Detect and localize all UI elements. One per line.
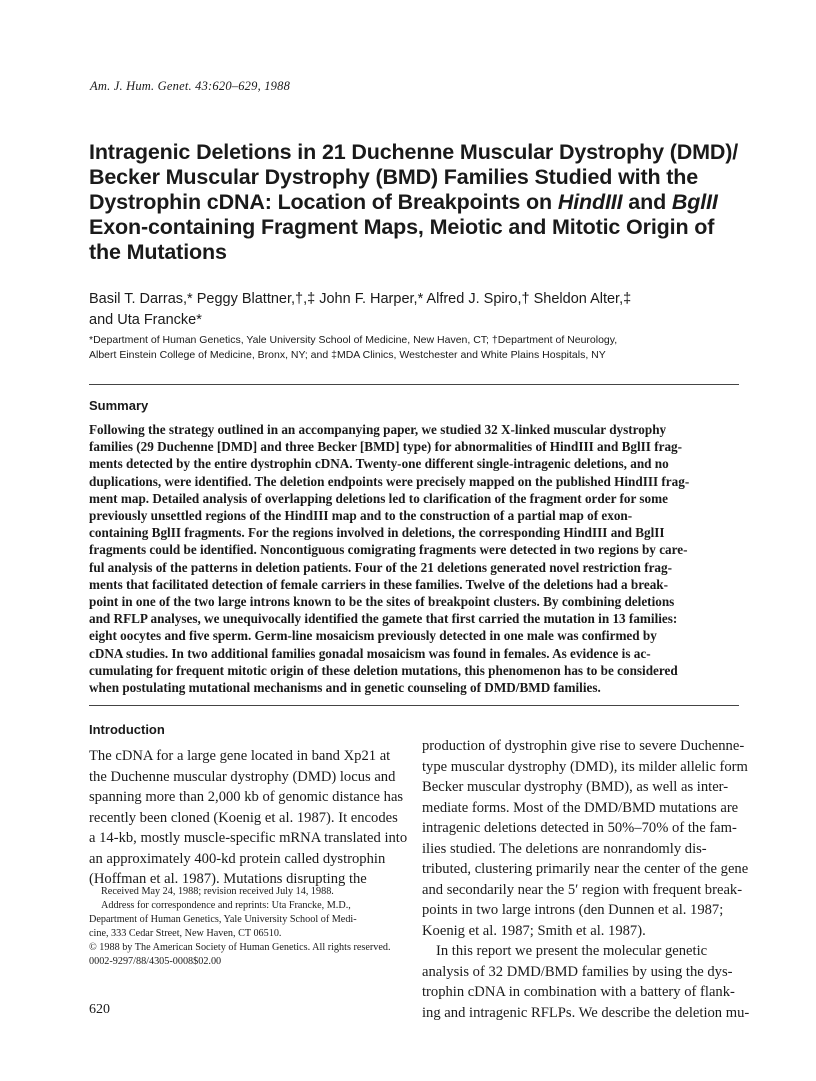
intro-line: intragenic deletions detected in 50%–70% of the fam- <box>422 820 737 836</box>
intro-line: a 14-kb, mostly muscle-specific mRNA translated into <box>89 830 408 846</box>
title-line: Intragenic Deletions in 21 Duchenne Muscular Dystrophy (DMD)/ <box>89 140 739 164</box>
introduction-heading: Introduction <box>89 722 165 737</box>
intro-line: an approximately 400-kd protein called dystrophin <box>89 850 386 867</box>
intro-line: tributed, clustering primarily near the center of the gene <box>422 861 749 877</box>
intro-line: the Duchenne muscular dystrophy (DMD) locus and <box>89 768 396 785</box>
summary-line: duplications, were identified. The deletion endpoints were precisely mapped on the published HindIII frag- <box>89 473 690 489</box>
summary-line: ments that facilitated detection of female carriers in these families. Twelve of the deletions had a break- <box>89 576 669 592</box>
title-italic-hindiii: HindIII <box>557 190 623 214</box>
page-number: 620 <box>89 1002 110 1017</box>
title-line: the Mutations <box>89 240 227 264</box>
title-segment: Dystrophin cDNA: Location of Breakpoints on <box>89 190 552 214</box>
footnote-line: Received May 24, 1988; revision received July 14, 1988. <box>101 886 334 897</box>
intro-line: mediate forms. Most of the DMD/BMD mutations are <box>422 799 739 816</box>
summary-line: containing BglII fragments. For the regions involved in deletions, the corresponding HindIII and BglII <box>89 525 665 541</box>
intro-line: recently been cloned (Koenig et al. 1987). It encodes <box>89 809 398 826</box>
intro-line: Koenig et al. 1987; Smith et al. 1987). <box>422 922 646 939</box>
summary-line: when postulating mutational mechanisms and in genetic counseling of DMD/BMD families. <box>89 680 601 696</box>
divider <box>89 705 739 706</box>
intro-line: production of dystrophin give rise to severe Duchenne- <box>422 738 745 754</box>
author-list <box>89 289 739 331</box>
summary-line: and RFLP analyses, we unequivocally identified the gamete that first carried the mutation in 13 families: <box>89 611 678 627</box>
intro-line: points in two large introns (den Dunnen et al. 1987; <box>422 902 724 918</box>
footnote-line: 0002-9297/88/4305-0008$02.00 <box>89 956 222 967</box>
summary-text <box>89 421 739 696</box>
intro-line: (Hoffman et al. 1987). Mutations disrupting the <box>89 871 367 887</box>
intro-line: analysis of 32 DMD/BMD families by using the dys- <box>422 963 733 980</box>
summary-line: eight oocytes and five sperm. Germ-line mosaicism previously detected in one male was confirmed by <box>89 628 657 644</box>
intro-line: and secondarily near the 5′ region with frequent break- <box>422 881 743 898</box>
title-italic-bglii: BglII <box>671 190 718 214</box>
author-line: Basil T. Darras,* Peggy Blattner,†,‡ John F. Harper,* Alfred J. Spiro,† Sheldon Alter,‡ <box>89 291 632 307</box>
summary-line: ment map. Detailed analysis of overlapping deletions led to clarification of the fragment order for some <box>89 490 668 506</box>
summary-line: fragments could be identified. Noncontiguous comigrating fragments were detected in two regions by care- <box>89 542 688 558</box>
title-line: Exon-containing Fragment Maps, Meiotic and Mitotic Origin of <box>89 215 715 239</box>
affiliation-line: Albert Einstein College of Medicine, Bronx, NY; and ‡MDA Clinics, Westchester and White Plains Hospitals, NY <box>89 349 606 361</box>
summary-line: cumulating for frequent mitotic origin of these deletion mutations, this phenomenon has to be considered <box>89 662 678 678</box>
intro-line: trophin cDNA in combination with a battery of flank- <box>422 984 735 1000</box>
journal-reference: Am. J. Hum. Genet. 43:620–629, 1988 <box>90 79 291 93</box>
summary-line: families (29 Duchenne [DMD] and three Becker [BMD] type) for abnormalities of HindIII and BglII frag- <box>89 439 683 455</box>
title-line: Becker Muscular Dystrophy (BMD) Families Studied with the <box>89 165 699 189</box>
summary-line: ments detected by the entire dystrophin cDNA. Twenty-one different single-intragenic deletions, and no <box>89 456 669 472</box>
intro-line: The cDNA for a large gene located in band Xp21 at <box>89 748 391 764</box>
author-line: and Uta Francke* <box>89 312 202 328</box>
intro-line: In this report we present the molecular genetic <box>436 943 708 959</box>
summary-heading: Summary <box>89 398 149 413</box>
footnote-line: cine, 333 Cedar Street, New Haven, CT 06510. <box>89 928 282 939</box>
summary-line: previously unsettled regions of the HindIII map and to the construction of a partial map of exon- <box>89 508 633 524</box>
summary-line: point in one of the two large introns known to be the sites of breakpoint clusters. By combining deletions <box>89 594 675 610</box>
summary-line: Following the strategy outlined in an accompanying paper, we studied 32 X-linked muscular dystrophy <box>89 422 667 437</box>
title-segment: and <box>622 190 672 214</box>
intro-line: ilies studied. The deletions are nonrandomly dis- <box>422 840 707 857</box>
footnote-line: Address for correspondence and reprints: Uta Francke, M.D., <box>101 900 351 911</box>
summary-line: cDNA studies. In two additional families gonadal mosaicism was found in females. As evidence is ac- <box>89 645 651 661</box>
title-line <box>89 190 739 215</box>
intro-right-column <box>422 736 750 1023</box>
footnotes <box>89 885 399 969</box>
intro-line: Becker muscular dystrophy (BMD), as well as inter- <box>422 779 729 795</box>
affiliations <box>89 333 739 363</box>
summary-line: ful analysis of the patterns in deletion patients. Four of the 21 deletions generated novel restriction frag- <box>89 559 673 575</box>
affiliation-line: *Department of Human Genetics, Yale University School of Medicine, New Haven, CT; †Department of Neurology, <box>89 334 618 346</box>
intro-left-column <box>89 746 408 890</box>
footnote-line: © 1988 by The American Society of Human Genetics. All rights reserved. <box>89 942 391 953</box>
intro-line: type muscular dystrophy (DMD), its milder allelic form <box>422 758 748 775</box>
intro-line: ing and intragenic RFLPs. We describe the deletion mu- <box>422 1004 750 1021</box>
footnote-line: Department of Human Genetics, Yale University School of Medi- <box>89 914 357 925</box>
intro-line: spanning more than 2,000 kb of genomic distance has <box>89 789 404 805</box>
article-title <box>89 140 739 265</box>
divider <box>89 384 739 385</box>
